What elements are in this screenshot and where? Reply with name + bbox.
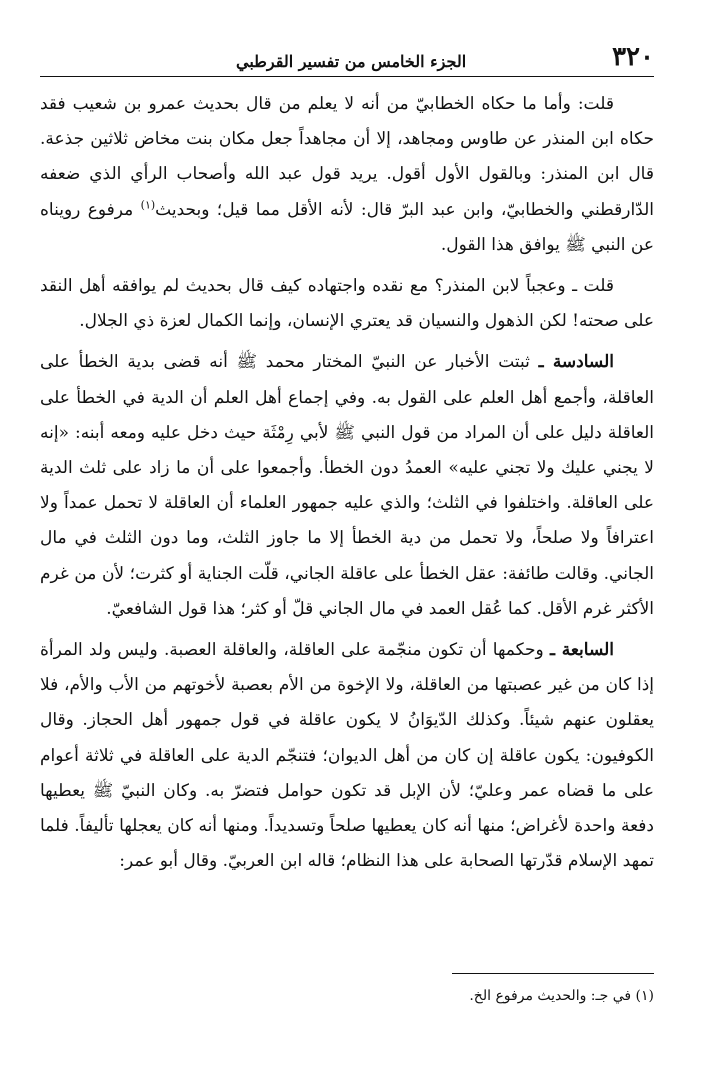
body-text — [40, 87, 654, 879]
footnote: (١) في جـ: والحديث مرفوع الخ. — [469, 988, 654, 1004]
page — [40, 38, 654, 879]
paragraph — [40, 633, 654, 879]
paragraph — [40, 345, 654, 627]
paragraph-text: قلت ـ وعجباً لابن المنذر؟ مع نقده واجتهاده كيف قال بحديث لم يوافقه أهل النقد على صحته! لكن الذهول والنسيان قد يعتري الإنسان، وإنما الكمال لعزة ذي الجلال. — [40, 276, 654, 332]
paragraph-tail: مرفوع رويناه عن النبي ﷺ يوافق هذا القول. — [40, 199, 654, 255]
paragraph — [40, 87, 654, 263]
page-number: ٣٢٠ — [612, 42, 654, 72]
footnote-reference: (١) — [140, 197, 156, 211]
section-heading: السادسة ـ — [538, 352, 614, 373]
paragraph-text: وحكمها أن تكون منجّمة على العاقلة، والعاقلة العصبة. وليس ولد المرأة إذا كان من غير عصبتها من العاقلة، ولا الإخوة من الأم بعصبة لأخوتهم من الأب والأم، فلا يعقلون عنهم شيئاً. وكذلك الدّيوَانُ لا يكون عاقلة في قول جمهور أهل الحجاز. وقال الكوفيون: يكون عاقلة إن كان من أهل الديوان؛ فتنجّم الدية على العاقلة في ثلاثة أعوام على ما قضاه عمر وعليّ؛ لأن الإبل قد تكون حوامل فتضرّ به. وكان النبيّ ﷺ يعطيها دفعة واحدة لأغراض؛ منها أنه كان يعطيها صلحاً وتسديداً. ومنها أنه كان يعجلها تأليفاً. فلما تمهد الإسلام قدّرتها الصحابة على هذا النظام؛ قاله ابن العربيّ. وقال أبو عمر: — [40, 640, 654, 872]
footnote-divider — [452, 973, 654, 974]
page-header — [40, 38, 654, 77]
running-title: الجزء الخامس من تفسير القرطبي — [236, 52, 467, 71]
paragraph — [40, 269, 654, 339]
paragraph-text: قلت: وأما ما حكاه الخطابيّ من أنه لا يعلم من قال بحديث عمرو بن شعيب فقد حكاه ابن المنذر عن طاوس ومجاهد، إلا أن مجاهداً جعل مكان بنت مخاض ثلاثين جذعة. قال ابن المنذر: وبالقول الأول أقول. يريد قول عبد الله وأصحاب الرأي الذي ضعفه الدّارقطني والخطابيّ، وابن عبد البرّ قال: لأنه الأقل مما قيل؛ وبحديث — [40, 94, 655, 220]
paragraph-text: ثبتت الأخبار عن النبيّ المختار محمد ﷺ أنه قضى بدية الخطأ على العاقلة، وأجمع أهل العلم على القول به. وفي إجماع أهل العلم أن الدية في الخطأ على العاقلة دليل على أن المراد من قول النبي ﷺ لأبي رِمْثَة حيث دخل عليه ومعه أبنه: «إنه لا يجني عليك ولا تجني عليه» العمدُ دون الخطأ. وأجمعوا على أن ما زاد على ثلث الدية على العاقلة. واختلفوا في الثلث؛ والذي عليه جمهور العلماء أن العاقلة لا تحمل عمداً ولا اعترافاً ولا صلحاً، ولا تحمل من دية الخطأ إلا ما جاوز الثلث، وما دون الثلث في مال الجاني. وقالت طائفة: عقل الخطأ على عاقلة الجاني، قلّت الجناية أو كثرت؛ لأن من غرم الأكثر غرم الأقل. كما عُقل العمد في مال الجاني قلّ أو كثر؛ هذا قول الشافعيّ. — [40, 352, 654, 619]
section-heading: السابعة ـ — [549, 640, 615, 661]
